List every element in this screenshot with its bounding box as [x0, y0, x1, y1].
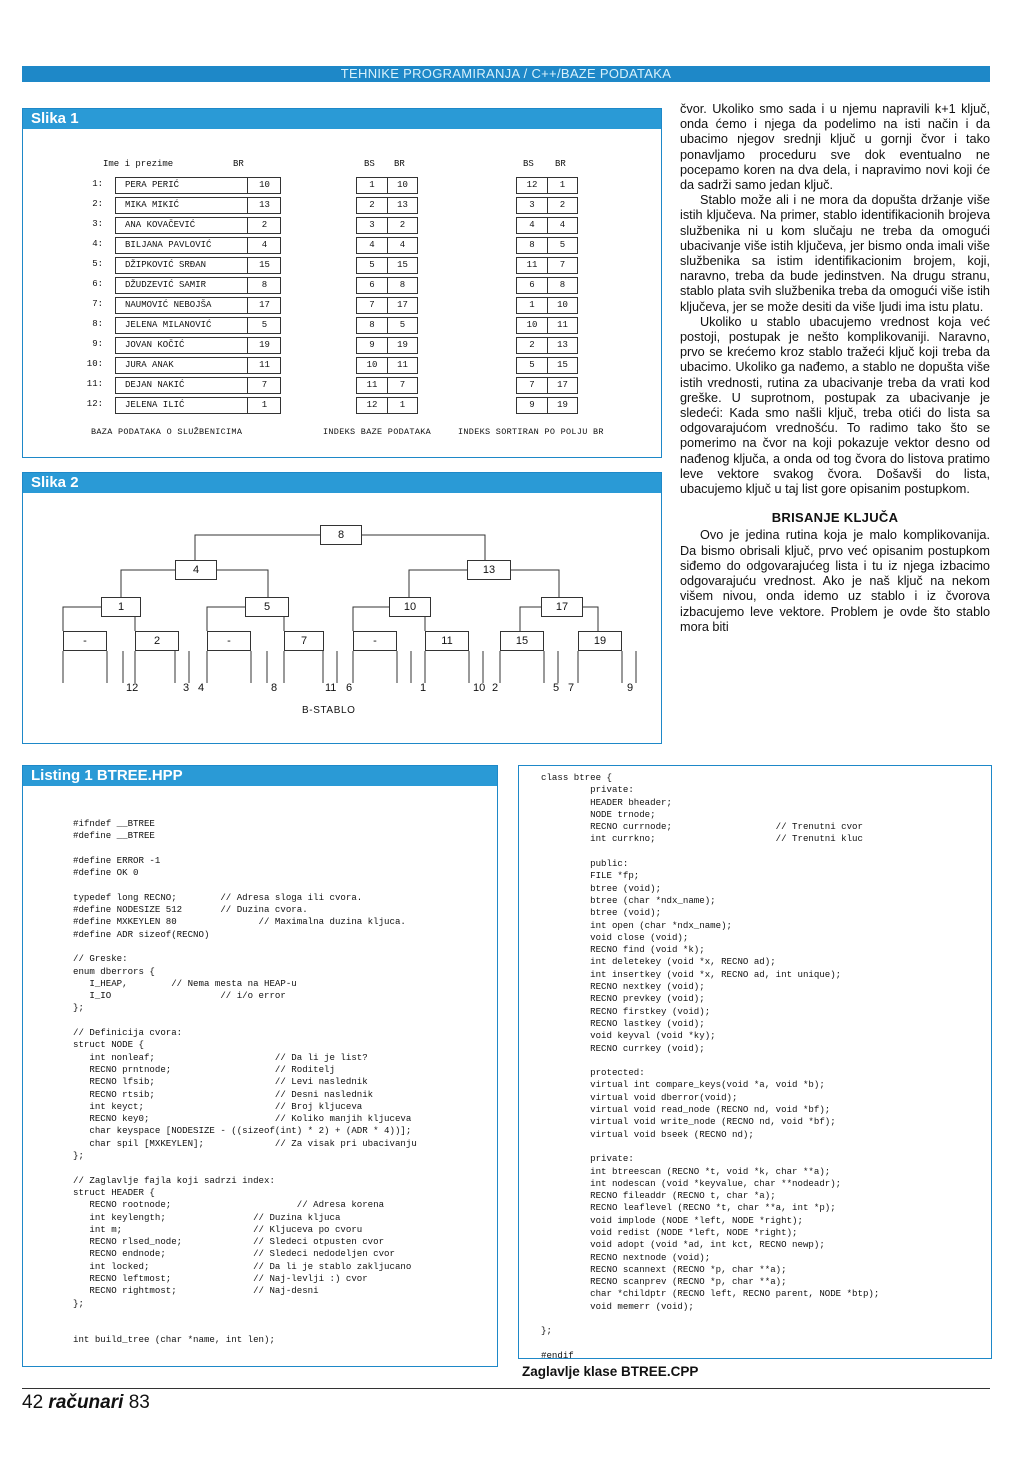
- sorted-index-row: [516, 297, 578, 314]
- sorted-bs: 11: [526, 260, 538, 270]
- figure-2-title: Slika 2: [31, 474, 79, 491]
- row-number: 3:: [92, 219, 103, 229]
- sorted-br: 5: [547, 238, 577, 253]
- sorted-index-row: [516, 177, 578, 194]
- sorted-index-row: [516, 317, 578, 334]
- tree-leaf: 10: [473, 682, 486, 694]
- sorted-br: 2: [547, 198, 577, 213]
- employee-row: [115, 197, 281, 214]
- article-subheading: BRISANJE KLJUČA: [771, 510, 899, 526]
- sorted-index-row: [516, 257, 578, 274]
- index-bs: 8: [369, 320, 375, 330]
- employee-name: BILJANA PAVLOVIĆ: [125, 240, 212, 250]
- listing-1-title: Listing 1 BTREE.HPP: [31, 767, 183, 784]
- employee-name: DŽUDZEVIĆ SAMIR: [125, 280, 207, 290]
- employee-br: 11: [247, 358, 281, 373]
- employee-name: JELENA MILANOVIĆ: [125, 320, 212, 330]
- employee-br: 17: [247, 298, 281, 313]
- employee-br: 5: [247, 318, 281, 333]
- index-bs: 4: [369, 240, 375, 250]
- magazine-name: računari: [48, 1392, 124, 1413]
- figure-1-title: Slika 1: [31, 110, 79, 127]
- employee-row: [115, 217, 281, 234]
- employee-br: 19: [247, 338, 281, 353]
- sorted-index-row: [516, 197, 578, 214]
- index-row: [356, 237, 418, 254]
- employee-name: PERA PERIĆ: [125, 180, 180, 190]
- sorted-index-row: [516, 397, 578, 414]
- row-number: 2:: [92, 199, 103, 209]
- tree-node-l3-6: 11: [425, 631, 469, 651]
- col-bs3-header: BS: [523, 159, 534, 169]
- index-bs: 10: [366, 360, 378, 370]
- employee-row: [115, 177, 281, 194]
- row-number: 6:: [92, 279, 103, 289]
- tree-leaf: 1: [420, 682, 427, 694]
- sorted-index-row: [516, 217, 578, 234]
- row-number: 11:: [86, 379, 103, 389]
- sorted-br: 10: [547, 298, 577, 313]
- index-row: [356, 357, 418, 374]
- index-bs: 6: [369, 280, 375, 290]
- employee-br: 13: [247, 198, 281, 213]
- index-bs: 5: [369, 260, 375, 270]
- tree-node-l1b: 13: [467, 560, 511, 580]
- article-body: [680, 102, 990, 635]
- employee-br: 8: [247, 278, 281, 293]
- tree-node-l1a: 4: [175, 560, 217, 580]
- employee-br: 10: [247, 178, 281, 193]
- employee-name: DŽIPKOVIĆ SRĐAN: [125, 260, 207, 270]
- listing-2-code: class btree { private: HEADER bheader; NODE trnode; RECNO currnode; // Trenutni cvor int currkno; // Trenutni kluc public: FILE *fp; btree (void); btree (char *ndx_name); btree (void); int open (char *ndx_name); void close (void); RECNO find (void *k); int deletekey (void *x, RECNO ad); int insertkey (void *x, RECNO ad, int unique); RECNO nextkey (void); RECNO prevkey (void); RECNO firstkey (void); RECNO lastkey (void); void keyval (void *ky); RECNO currkey (void); protected: virtual int compare_keys(void *a, void *b); virtual void dberror(void); virtual void read_node (RECNO nd, void *bf); virtual void write_node (RECNO nd, void *bf); virtual void bseek (RECNO nd); private: int btreescan (RECNO *t, void *k, char **a); int nodescan (void *keyvalue, char **nodeadr); RECNO fileaddr (RECNO t, char *a); RECNO leaflevel (RECNO *t, char **a, int *p); void implode (NODE *left, NODE *right); void redist (NODE *left, NODE *right); void adopt (void *ad, int kct, RECNO newp); RECNO nextnode (void); RECNO scannext (RECNO *p, char **a); RECNO scanprev (RECNO *p, char **a); char *childptr (RECNO left, RECNO parent, NODE *btp); void memerr (void); }; #endif: [541, 772, 880, 1361]
- figure-2: [22, 472, 662, 744]
- employee-br: 4: [247, 238, 281, 253]
- employee-name: JELENA ILIĆ: [125, 400, 185, 410]
- index-row: [356, 317, 418, 334]
- index-bs: 12: [366, 400, 378, 410]
- employee-row: [115, 277, 281, 294]
- index-bs: 2: [369, 200, 375, 210]
- tree-caption: B-STABLO: [302, 705, 356, 716]
- listing-2-caption: Zaglavlje klase BTREE.CPP: [522, 1364, 699, 1379]
- tree-node-l3-5: -: [353, 631, 397, 651]
- employee-row: [115, 337, 281, 354]
- col-br2-header: BR: [394, 159, 405, 169]
- col-name-header: Ime i prezime: [103, 159, 174, 169]
- index-bs: 11: [366, 380, 378, 390]
- tree-leaf: 9: [627, 682, 634, 694]
- tree-node-root: 8: [320, 525, 362, 545]
- employee-row: [115, 397, 281, 414]
- sorted-bs: 10: [526, 320, 538, 330]
- tree-leaf: 8: [271, 682, 278, 694]
- tree-node-l3-7: 15: [500, 631, 544, 651]
- row-number: 10:: [86, 359, 103, 369]
- tree-leaf: 12: [126, 682, 139, 694]
- sorted-index-row: [516, 377, 578, 394]
- tree-node-l2b: 5: [245, 597, 289, 617]
- tree-leaf: 4: [198, 682, 205, 694]
- page-number: 42: [22, 1392, 44, 1413]
- footer-rule: [22, 1388, 990, 1389]
- row-number: 4:: [92, 239, 103, 249]
- caption-sorted-index: INDEKS SORTIRAN PO POLJU BR: [458, 427, 604, 437]
- index-row: [356, 217, 418, 234]
- index-row: [356, 277, 418, 294]
- row-number: 1:: [92, 179, 103, 189]
- index-br: 7: [387, 378, 417, 393]
- listing-1: [22, 765, 498, 1367]
- article-paragraph-4: Ovo je jedina rutina koja je malo komplikovanija. Da bismo obrisali ključ, prvo već opisanim postupkom siđemo do odgovarajućeg lista i tu iz njega izbacimo odgovarajuću vrednost. Ako je naš ključ na nekom višem nivou, onda idemo uz stablo i iz čvorova izbacujemo leve vektore. Problem je ovde što stablo mora biti: [680, 528, 990, 634]
- index-br: 19: [387, 338, 417, 353]
- col-br-header: BR: [233, 159, 244, 169]
- index-br: 1: [387, 398, 417, 413]
- employee-name: JURA ANAK: [125, 360, 174, 370]
- row-number: 8:: [92, 319, 103, 329]
- sorted-index-row: [516, 237, 578, 254]
- index-bs: 7: [369, 300, 375, 310]
- index-br: 10: [387, 178, 417, 193]
- sorted-bs: 4: [529, 220, 535, 230]
- index-br: 13: [387, 198, 417, 213]
- index-br: 17: [387, 298, 417, 313]
- col-bs-header: BS: [364, 159, 375, 169]
- index-row: [356, 377, 418, 394]
- employee-name: NAUMOVIĆ NEBOJŠA: [125, 300, 212, 310]
- index-row: [356, 397, 418, 414]
- index-bs: 3: [369, 220, 375, 230]
- index-row: [356, 337, 418, 354]
- sorted-br: 17: [547, 378, 577, 393]
- employee-name: DEJAN NAKIĆ: [125, 380, 185, 390]
- tree-leaf: 11: [325, 682, 337, 694]
- index-row: [356, 197, 418, 214]
- employee-br: 2: [247, 218, 281, 233]
- tree-node-l3-4: 7: [284, 631, 324, 651]
- sorted-br: 8: [547, 278, 577, 293]
- employee-row: [115, 237, 281, 254]
- sorted-index-row: [516, 357, 578, 374]
- section-header: TEHNIKE PROGRAMIRANJA / C++/BAZE PODATAKA: [22, 66, 990, 82]
- sorted-bs: 5: [529, 360, 535, 370]
- listing-1-code: #ifndef __BTREE #define __BTREE #define ERROR -1 #define OK 0 typedef long RECNO; // Adresa sloga ili cvora. #define NODESIZE 512 // Duzina cvora. #define MXKEYLEN 80 // Maximalna duzina kljuca. #define ADR sizeof(RECNO) // Greske: enum dberrors { I_HEAP, // Nema mesta na HEAP-u I_IO // i/o error }; // Definicija cvora: struct NODE { int nonleaf; // Da li je list? RECNO prntnode; // Roditelj RECNO lfsib; // Levi naslednik RECNO rtsib; // Desni naslednik int keyct; // Broj kljuceva RECNO key0; // Koliko manjih kljuceva char keyspace [NODESIZE - ((sizeof(int) * 2) + (ADR * 4))]; char spil [MXKEYLEN]; // Za visak pri ubacivanju }; // Zaglavlje fajla koji sadrzi index: struct HEADER { RECNO rootnode; // Adresa korena int keylength; // Duzina kljuca int m; // Kljuceva po cvoru RECNO rlsed_node; // Sledeci otpusten cvor RECNO endnode; // Sledeci nedodeljen cvor int locked; // Da li je stablo zakljucano RECNO leftmost; // Naj-levlji :) cvor RECNO rightmost; // Naj-desni }; int build_tree (char *name, int len);: [73, 818, 417, 1346]
- tree-leaf: 7: [568, 682, 575, 694]
- tree-node-l3-1: -: [63, 631, 107, 651]
- row-number: 7:: [92, 299, 103, 309]
- sorted-br: 1: [547, 178, 577, 193]
- tree-node-l3-2: 2: [135, 631, 179, 651]
- article-paragraph-1: čvor. Ukoliko smo sada i u njemu napravili k+1 ključ, onda ćemo i njega da podelimo na isti način i da ubacimo njegov srednji ključ u gornji čvor i tako ponavljamo proceduru sve dok eventualno ne pocepamo koren na dva dela, i napravimo novi koji će da sadrži samo jedan ključ.: [680, 102, 990, 193]
- employee-br: 15: [247, 258, 281, 273]
- article-paragraph-3: Ukoliko u stablo ubacujemo vrednost koja već postoji, postupak je nešto komplikovaniji. Naravno, prvo se krećemo kroz stablo tražeći ključ koji treba da ubacimo. Ukoliko ga nađemo, a stablo ne dopušta više istih vrednosti, rutina za ubacivanje treba da vrati kod greške. U suprotnom, postupak za ubacivanje je sledeći: Kada smo našli ključ, treba otići do lista sa odgovarajućom vrednošću. To radimo tako što se pomerimo na čvor na koji pokazuje vektor desno od nađenog ključa, a onda od tog čvora do listova pratimo leve vektore svakog čvora. Došavši do lista, ubacujemo ključ u taj list gore opisanim postupkom.: [680, 314, 990, 497]
- sorted-bs: 7: [529, 380, 535, 390]
- sorted-br: 19: [547, 398, 577, 413]
- sorted-bs: 6: [529, 280, 535, 290]
- row-number: 12:: [86, 399, 103, 409]
- employee-name: MIKA MIKIĆ: [125, 200, 180, 210]
- sorted-bs: 12: [526, 180, 538, 190]
- sorted-bs: 9: [529, 400, 535, 410]
- sorted-br: 4: [547, 218, 577, 233]
- employee-row: [115, 257, 281, 274]
- tree-leaf: 5: [553, 682, 560, 694]
- employee-row: [115, 297, 281, 314]
- index-br: 5: [387, 318, 417, 333]
- listing-2: [518, 765, 992, 1359]
- sorted-br: 13: [547, 338, 577, 353]
- sorted-br: 11: [547, 318, 577, 333]
- index-row: [356, 177, 418, 194]
- tree-leaf: 3: [183, 682, 190, 694]
- figure-1: [22, 108, 662, 458]
- tree-node-l2c: 10: [389, 597, 431, 617]
- sorted-index-row: [516, 277, 578, 294]
- sorted-index-row: [516, 337, 578, 354]
- index-bs: 1: [369, 180, 375, 190]
- tree-node-l2d: 17: [541, 597, 583, 617]
- employee-row: [115, 377, 281, 394]
- employee-row: [115, 317, 281, 334]
- index-row: [356, 297, 418, 314]
- sorted-bs: 8: [529, 240, 535, 250]
- sorted-bs: 3: [529, 200, 535, 210]
- tree-node-l2a: 1: [101, 597, 141, 617]
- employee-row: [115, 357, 281, 374]
- article-paragraph-2: Stablo može ali i ne mora da dopušta držanje više istih ključeva. Na primer, stablo identifikacionih brojeva službenika ni u kom slučaju ne treba da omogući ubacivanje više istih ključeva, jer bismo onda imali više službenika sa istim identifikacionim brojem, koji, naravno, treba da bude jedinstven. Na drugu stranu, stablo plata svih službenika treba da omogući više istih ključeva, jer se može desiti da više ljudi ima istu platu.: [680, 193, 990, 314]
- tree-node-l3-3: -: [207, 631, 251, 651]
- sorted-br: 15: [547, 358, 577, 373]
- tree-leaf: 2: [492, 682, 499, 694]
- index-br: 15: [387, 258, 417, 273]
- employee-br: 1: [247, 398, 281, 413]
- tree-node-l3-8: 19: [578, 631, 622, 651]
- issue-number: 83: [128, 1392, 150, 1413]
- sorted-bs: 2: [529, 340, 535, 350]
- index-br: 8: [387, 278, 417, 293]
- employee-name: ANA KOVAČEVIĆ: [125, 220, 196, 230]
- sorted-br: 7: [547, 258, 577, 273]
- employee-br: 7: [247, 378, 281, 393]
- caption-index: INDEKS BAZE PODATAKA: [323, 427, 432, 437]
- page-footer: [22, 1392, 150, 1414]
- employee-name: JOVAN KOČIĆ: [125, 340, 185, 350]
- index-br: 4: [387, 238, 417, 253]
- row-number: 5:: [92, 259, 103, 269]
- tree-leaf: 6: [346, 682, 353, 694]
- index-row: [356, 257, 418, 274]
- index-br: 2: [387, 218, 417, 233]
- caption-database: BAZA PODATAKA O SLUŽBENICIMA: [91, 427, 243, 437]
- index-bs: 9: [369, 340, 375, 350]
- col-br3-header: BR: [555, 159, 566, 169]
- index-br: 11: [387, 358, 417, 373]
- row-number: 9:: [92, 339, 103, 349]
- sorted-bs: 1: [529, 300, 535, 310]
